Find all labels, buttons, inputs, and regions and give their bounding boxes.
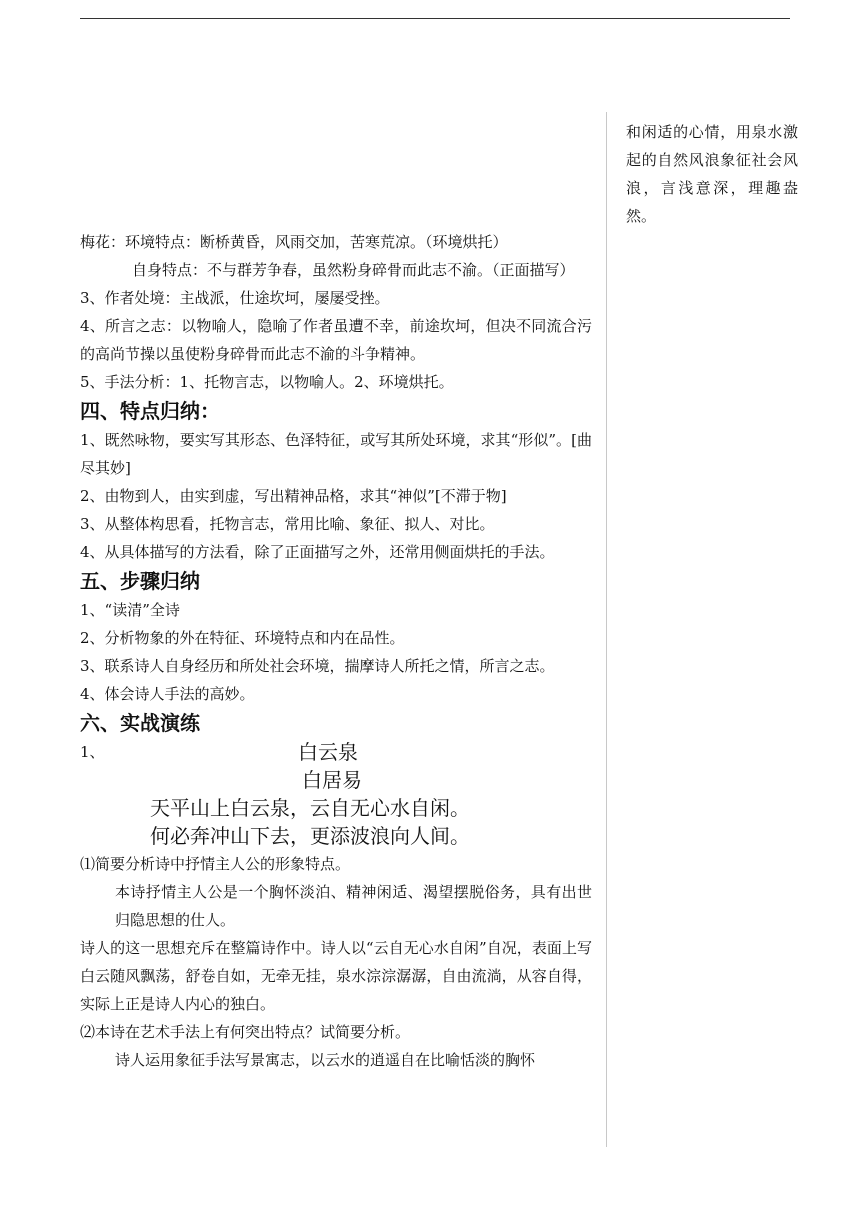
- poem-title-row: [80, 738, 592, 766]
- side-note-text: 和闲适的心情，用泉水激起的自然风浪象征社会风浪，言浅意深，理趣盎然。: [626, 123, 798, 225]
- answer-2-paragraph-1: 诗人运用象征手法写景寓志，以云水的逍遥自在比喻恬淡的胸怀: [115, 1051, 536, 1069]
- aspiration-line: 4、所言之志：以物喻人，隐喻了作者虽遭不幸，前途坎坷，但决不同流合污的高尚节操以虽使粉身碎骨而此志不渝的斗争精神。: [80, 317, 592, 363]
- answer-1-paragraph-2: 诗人的这一思想充斥在整篇诗作中。诗人以“云自无心水自闲”自况，表面上写白云随风飘荡，舒卷自如，无牵无挂，泉水淙淙潺潺，自由流淌，从容自得，实际上正是诗人内心的独白。: [80, 939, 592, 1013]
- section4-heading: 四、特点归纳：: [80, 399, 220, 423]
- answer-1-paragraph-1: 本诗抒情主人公是一个胸怀淡泊、精神闲适、渴望摆脱俗务，具有出世归隐思想的仕人。: [115, 883, 592, 929]
- section4-item-1: 1、既然咏物，要实写其形态、色泽特征，或写其所处环境，求其“形似”。[曲尽其妙]: [80, 431, 592, 477]
- main-column: [80, 228, 592, 1074]
- section5-item-1: 1、“读清”全诗: [80, 601, 180, 619]
- section6-heading: 六、实战演练: [80, 711, 200, 735]
- section4-item-2: 2、由物到人，由实到虚，写出精神品格，求其“神似”[不滞于物]: [80, 487, 507, 505]
- poem-line-2: 何必奔冲山下去，更添波浪向人间。: [150, 824, 470, 848]
- question-2: ⑵本诗在艺术手法上有何突出特点？试简要分析。: [80, 1023, 411, 1041]
- author-situation-line: 3、作者处境：主战派，仕途坎坷，屡屡受挫。: [80, 289, 390, 307]
- side-note-column: [626, 118, 798, 230]
- poem-author: 白居易: [302, 768, 362, 792]
- column-divider: [606, 112, 607, 1147]
- section4-item-3: 3、从整体构思看，托物言志，常用比喻、象征、拟人、对比。: [80, 515, 495, 533]
- plum-environment-line: 梅花：环境特点：断桥黄昏，风雨交加，苦寒荒凉。（环境烘托）: [80, 233, 508, 251]
- section5-item-2: 2、分析物象的外在特征、环境特点和内在品性。: [80, 629, 405, 647]
- header-rule: [80, 18, 790, 19]
- question-1: ⑴简要分析诗中抒情主人公的形象特点。: [80, 855, 351, 873]
- poem-title: 白云泉: [298, 740, 358, 764]
- plum-self-line: 自身特点：不与群芳争春，虽然粉身碎骨而此志不渝。（正面描写）: [132, 261, 575, 279]
- technique-line: 5、手法分析：1、托物言志，以物喻人。2、环境烘托。: [80, 373, 454, 391]
- section5-heading: 五、步骤归纳: [80, 569, 200, 593]
- section4-item-4: 4、从具体描写的方法看，除了正面描写之外，还常用侧面烘托的手法。: [80, 543, 555, 561]
- poem-number: 1、: [80, 743, 105, 761]
- poem-line-1: 天平山上白云泉，云自无心水自闲。: [150, 796, 470, 820]
- section5-item-4: 4、体会诗人手法的高妙。: [80, 685, 255, 703]
- section5-item-3: 3、联系诗人自身经历和所处社会环境，揣摩诗人所托之情，所言之志。: [80, 657, 555, 675]
